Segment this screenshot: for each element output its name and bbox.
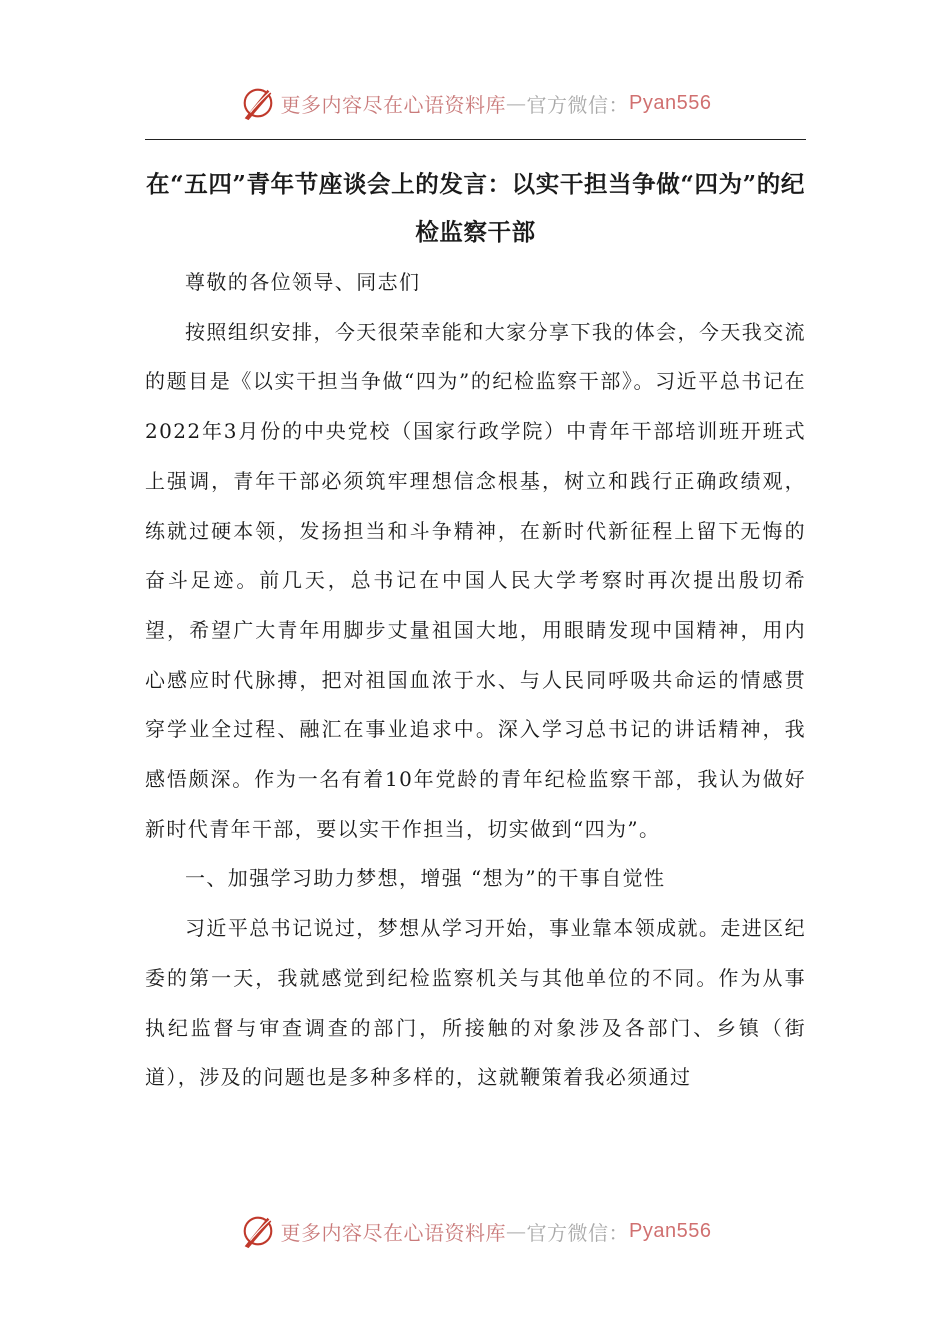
paragraph: 按照组织安排，今天很荣幸能和大家分享下我的体会，今天我交流的题目是《以实干担当争做“四为”的纪检监察干部》。习近平总书记在2022年3月份的中央党校（国家行政学院）中青年干部培训班开班式上强调，青年干部必须筑牢理想信念根基，树立和践行正确政绩观，练就过硬本领，发扬担当和斗争精神，在新时代新征程上留下无悔的奋斗足迹。前几天，总书记在中国人民大学考察时再次提出殷切希望，希望广大青年用脚步丈量祖国大地，用眼睛发现中国精神，用内心感应时代脉搏，把对祖国血浓于水、与人民同呼吸共命运的情感贯穿学业全过程、融汇在事业追求中。深入学习总书记的讲话精神，我感悟颇深。作为一名有着10年党龄的青年纪检监察干部，我认为做好新时代青年干部，要以实干作担当，切实做到“四为”。 — [145, 319, 806, 841]
banner-separator: — — [506, 1219, 527, 1243]
banner-separator: — — [506, 91, 527, 115]
document-title: 在“五四”青年节座谈会上的发言：以实干担当争做“四为”的纪检监察干部 — [146, 170, 805, 246]
paragraph: 习近平总书记说过，梦想从学习开始，事业靠本领成就。走进区纪委的第一天，我就感觉到纪检监察机关与其他单位的不同。作为从事执纪监督与审查调查的部门，所接触的对象涉及各部门、乡镇（街道），涉及的问题也是多种多样的，这就鞭策着我必须通过 — [145, 916, 806, 1090]
document-body — [145, 258, 806, 1103]
quill-logo-icon — [239, 1212, 277, 1250]
banner-wechat-id: Pyan556 — [629, 91, 712, 114]
banner-wechat-label: 官方微信： — [526, 92, 630, 117]
quill-logo-icon — [239, 84, 277, 122]
header-rule — [145, 139, 806, 140]
salutation: 尊敬的各位领导、同志们 — [185, 270, 421, 294]
footer-banner — [0, 1211, 950, 1251]
section-heading: 一、加强学习助力梦想，增强 “想为”的干事自觉性 — [185, 866, 666, 891]
banner-text: 更多内容尽在心语资料库 — [280, 1220, 507, 1245]
header-banner — [0, 83, 950, 123]
banner-text: 更多内容尽在心语资料库 — [280, 92, 507, 117]
banner-wechat-label: 官方微信： — [526, 1220, 630, 1245]
banner-wechat-id: Pyan556 — [629, 1219, 712, 1242]
